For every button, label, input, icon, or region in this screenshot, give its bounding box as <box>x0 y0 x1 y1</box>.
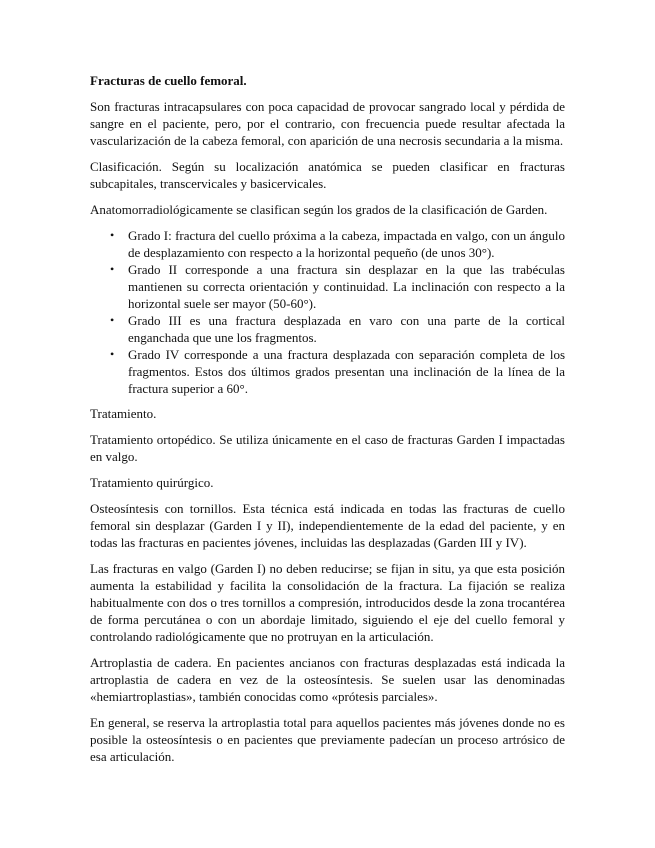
grade-text: Grado III es una fractura desplazada en varo con una parte de la cortical enganchada que une los fragmentos. <box>128 313 565 345</box>
garden-grades-list <box>90 227 565 397</box>
orthopedic-paragraph: Tratamiento ortopédico. Se utiliza únicamente en el caso de fracturas Garden I impactadas en valgo. <box>90 432 565 464</box>
bullet-icon: • <box>110 313 115 327</box>
garden-intro-paragraph: Anatomorradiológicamente se clasifican según los grados de la clasificación de Garden. <box>90 202 548 217</box>
list-item <box>110 227 565 261</box>
grade-text: Grado II corresponde a una fractura sin desplazar en la que las trabéculas mantienen su correcta orientación y continuidad. La inclinación con respecto a la horizontal suele ser mayor (50-60°). <box>128 262 565 311</box>
bullet-icon: • <box>110 228 115 242</box>
list-item <box>110 346 565 397</box>
grade-text: Grado I: fractura del cuello próxima a la cabeza, impactada en valgo, con un ángulo de desplazamiento con respecto a la horizontal pequeño (de unos 30°). <box>128 228 565 260</box>
document-title: Fracturas de cuello femoral. <box>90 73 247 88</box>
arthroplasty-paragraph: Artroplastia de cadera. En pacientes ancianos con fracturas desplazadas está indicada la artroplastia de cadera en vez de la osteosíntesis. Se suelen usar las denominadas «hemiartroplastias», también conocidas como «prótesis parciales». <box>90 655 565 704</box>
list-item <box>110 312 565 346</box>
valgus-paragraph: Las fracturas en valgo (Garden I) no deben reducirse; se fijan in situ, ya que esta posición aumenta la estabilidad y facilita la consolidación de la fractura. La fijación se realiza habitualmente con dos o tres tornillos a compresión, introducidos desde la zona trocantérea de forma percutánea o con un abordaje limitado, siguiendo el eje del cuello femoral y controlando radiológicamente que no protruyan en la articulación. <box>90 561 565 644</box>
general-paragraph: En general, se reserva la artroplastia total para aquellos pacientes más jóvenes donde no es posible la osteosíntesis o en pacientes que previamente padecían un proceso artrósico de esa articulación. <box>90 715 565 764</box>
grade-text: Grado IV corresponde a una fractura desplazada con separación completa de los fragmentos. Estos dos últimos grados presentan una inclinación de la línea de la fractura superior a 60°. <box>128 347 565 396</box>
osteosynthesis-paragraph: Osteosíntesis con tornillos. Esta técnica está indicada en todas las fracturas de cuello femoral sin desplazar (Garden I y II), independientemente de la edad del paciente, y en todas las fracturas en pacientes jóvenes, incluidas las desplazadas (Garden III y IV). <box>90 501 565 550</box>
treatment-heading: Tratamiento. <box>90 406 157 421</box>
classification-paragraph: Clasificación. Según su localización anatómica se pueden clasificar en fracturas subcapitales, transcervicales y basicervicales. <box>90 159 565 191</box>
bullet-icon: • <box>110 262 115 276</box>
intro-paragraph: Son fracturas intracapsulares con poca capacidad de provocar sangrado local y pérdida de sangre en el paciente, pero, por el contrario, con frecuencia puede resultar afectada la vascularización de la cabeza femoral, con aparición de una necrosis secundaria a la misma. <box>90 99 565 148</box>
surgical-heading: Tratamiento quirúrgico. <box>90 475 214 490</box>
list-item <box>110 261 565 312</box>
bullet-icon: • <box>110 347 115 361</box>
